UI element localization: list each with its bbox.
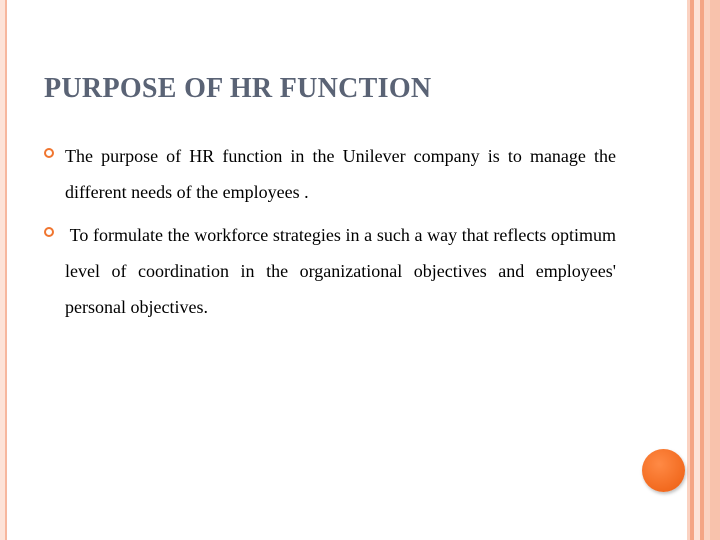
bullet-list bbox=[44, 138, 621, 332]
left-decorative-stripe-accent bbox=[5, 0, 7, 540]
bullet-item bbox=[44, 217, 621, 325]
bullet-item bbox=[44, 138, 616, 210]
bullet-text: To formulate the workforce strategies in a such a way that reflects optimum level of coordination in the organizational objectives and employees' personal objectives. bbox=[65, 225, 621, 317]
bullet-text: The purpose of HR function in the Unilever company is to manage the different needs of the employees . bbox=[65, 146, 616, 202]
slide-title: PURPOSE OF HR FUNCTION bbox=[44, 73, 432, 104]
right-decorative-stripe bbox=[710, 0, 720, 540]
ring-bullet-icon bbox=[44, 148, 54, 158]
orange-circle-decoration bbox=[642, 449, 685, 492]
ring-bullet-icon bbox=[44, 227, 54, 237]
